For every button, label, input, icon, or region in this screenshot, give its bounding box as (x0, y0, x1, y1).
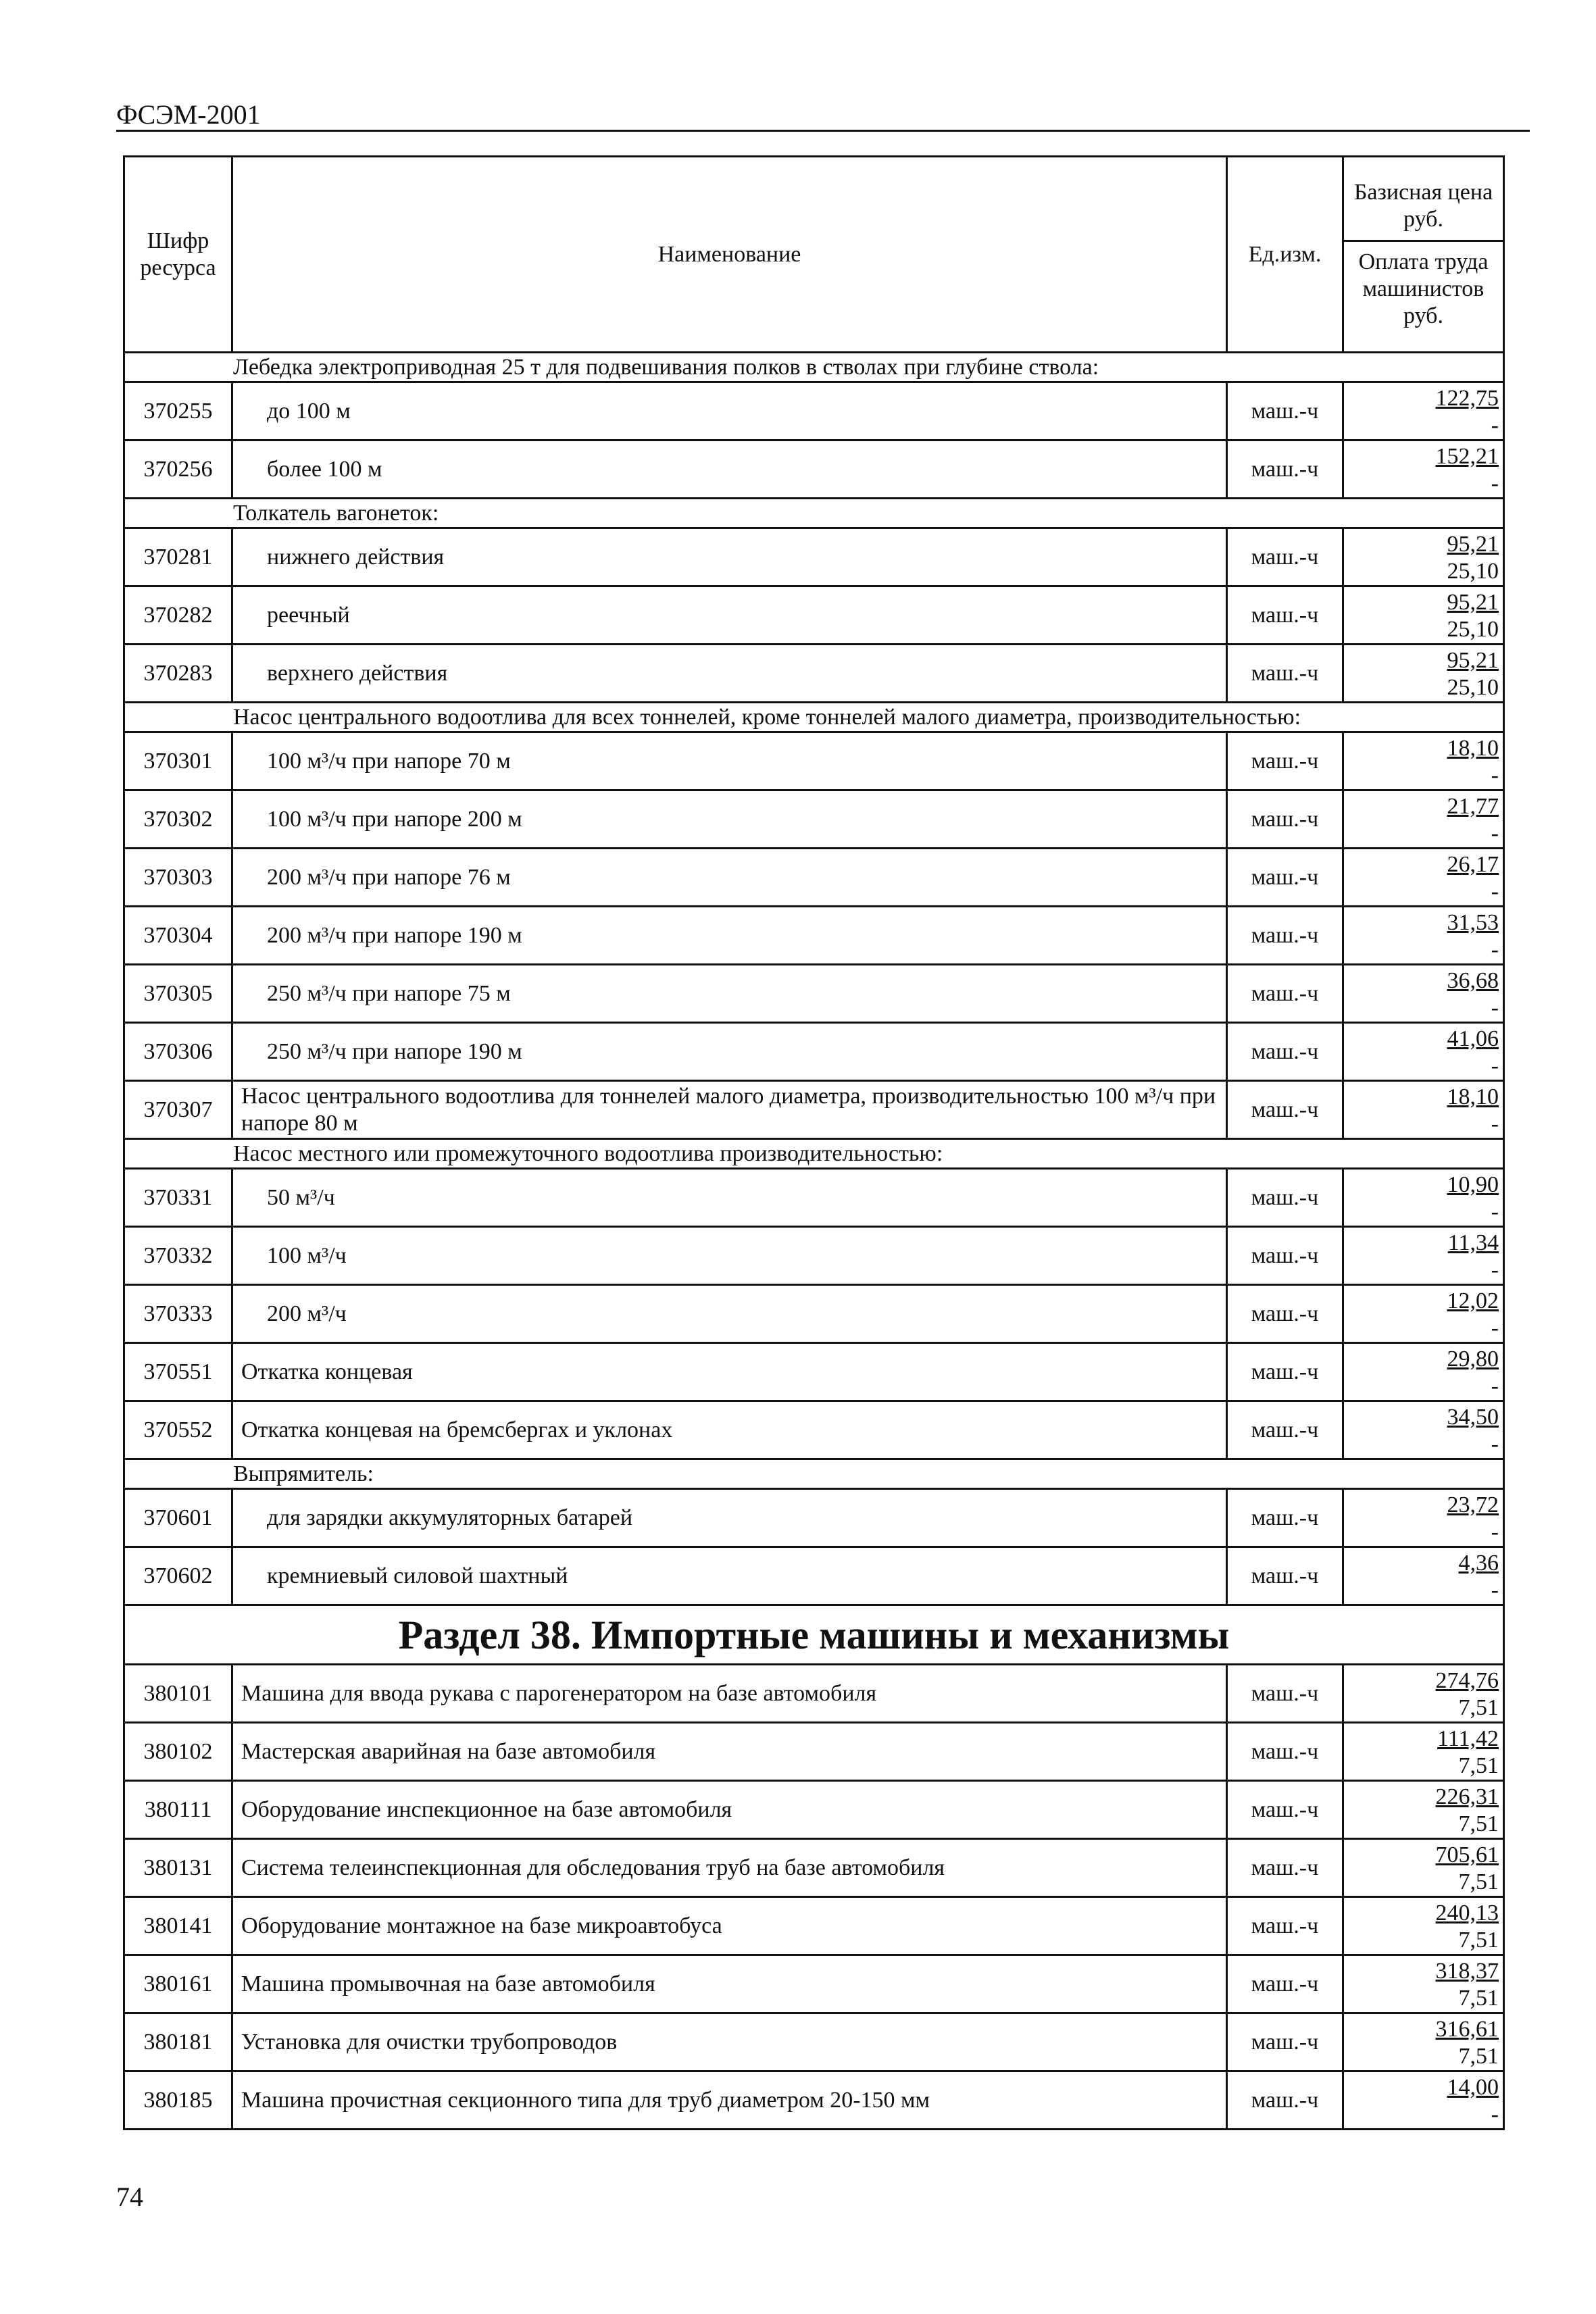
resource-unit: маш.-ч (1227, 1169, 1343, 1227)
resource-name: Оборудование инспекционное на базе автомобиля (232, 1781, 1227, 1839)
group-row (124, 499, 1504, 528)
price-cell (1343, 1285, 1504, 1343)
price-cell (1343, 1081, 1504, 1139)
base-price: 23,72 (1447, 1492, 1499, 1517)
resource-unit: маш.-ч (1227, 1343, 1343, 1401)
group-title: Выпрямитель: (124, 1459, 1504, 1489)
price-cell (1343, 2071, 1504, 2130)
operator-wages: 7,51 (1458, 2043, 1499, 2069)
price-cell (1343, 528, 1504, 586)
price-cell (1343, 732, 1504, 790)
price-cell (1343, 1547, 1504, 1605)
price-cell (1343, 1839, 1504, 1897)
operator-wages: - (1491, 470, 1499, 496)
price-cell (1343, 441, 1504, 499)
table-row (124, 586, 1504, 645)
base-price: 41,06 (1447, 1026, 1499, 1051)
group-title: Толкатель вагонеток: (124, 499, 1504, 528)
table-row (124, 732, 1504, 790)
base-price: 705,61 (1435, 1842, 1499, 1867)
base-price: 226,31 (1435, 1784, 1499, 1809)
resource-unit: маш.-ч (1227, 1489, 1343, 1547)
resource-unit: маш.-ч (1227, 1723, 1343, 1781)
table-row (124, 1665, 1504, 1723)
base-price: 274,76 (1435, 1667, 1499, 1693)
resource-name: 250 м³/ч при напоре 75 м (232, 965, 1227, 1023)
resource-code: 370282 (124, 586, 232, 645)
operator-wages: - (1491, 1431, 1499, 1457)
group-title: Лебедка электроприводная 25 т для подвешивания полков в стволах при глубине ствола: (124, 353, 1504, 382)
base-price: 122,75 (1435, 385, 1499, 411)
resource-code: 370281 (124, 528, 232, 586)
base-price: 111,42 (1437, 1726, 1499, 1751)
base-price: 152,21 (1435, 443, 1499, 469)
price-cell (1343, 1023, 1504, 1081)
operator-wages: - (1491, 762, 1499, 788)
group-title: Насос центрального водоотлива для всех тоннелей, кроме тоннелей малого диаметра, производительностью: (124, 703, 1504, 732)
resource-name: 100 м³/ч при напоре 200 м (232, 790, 1227, 849)
resource-name: 200 м³/ч при напоре 190 м (232, 907, 1227, 965)
base-price: 18,10 (1447, 735, 1499, 761)
resource-code: 370283 (124, 645, 232, 703)
price-cell (1343, 1401, 1504, 1459)
base-price: 29,80 (1447, 1346, 1499, 1372)
price-cell (1343, 965, 1504, 1023)
resource-unit: маш.-ч (1227, 1897, 1343, 1955)
table-row (124, 1489, 1504, 1547)
resource-code: 370303 (124, 849, 232, 907)
operator-wages: - (1491, 936, 1499, 962)
resource-unit: маш.-ч (1227, 441, 1343, 499)
resource-name: Откатка концевая (232, 1343, 1227, 1401)
document-code: ФСЭМ-2001 (116, 99, 261, 130)
base-price: 36,68 (1447, 967, 1499, 993)
resource-unit: маш.-ч (1227, 2071, 1343, 2130)
resource-unit: маш.-ч (1227, 907, 1343, 965)
group-row (124, 1459, 1504, 1489)
table-header-row (124, 157, 1504, 353)
resource-code: 370307 (124, 1081, 232, 1139)
base-price: 34,50 (1447, 1404, 1499, 1430)
page-header (116, 101, 1530, 132)
resource-name: 250 м³/ч при напоре 190 м (232, 1023, 1227, 1081)
price-cell (1343, 645, 1504, 703)
table-row (124, 2071, 1504, 2130)
resource-name: Откатка концевая на бремсбергах и уклонах (232, 1401, 1227, 1459)
resource-code: 370552 (124, 1401, 232, 1459)
resource-name: Машина прочистная секционного типа для труб диаметром 20-150 мм (232, 2071, 1227, 2130)
operator-wages: - (1491, 820, 1499, 846)
column-header-code: Шифр ресурса (124, 157, 232, 353)
operator-wages: - (1491, 1315, 1499, 1340)
price-cell (1343, 2013, 1504, 2071)
price-cell (1343, 1343, 1504, 1401)
resource-unit: маш.-ч (1227, 645, 1343, 703)
resource-unit: маш.-ч (1227, 1839, 1343, 1897)
table-row (124, 790, 1504, 849)
base-price: 95,21 (1447, 531, 1499, 557)
operator-wages: - (1491, 878, 1499, 904)
base-price: 318,37 (1435, 1958, 1499, 1984)
resource-unit: маш.-ч (1227, 1023, 1343, 1081)
resource-code: 370256 (124, 441, 232, 499)
price-cell (1343, 1489, 1504, 1547)
base-price: 11,34 (1447, 1230, 1499, 1255)
operator-wages: 7,51 (1458, 1694, 1499, 1720)
resource-code: 370305 (124, 965, 232, 1023)
table-row (124, 2013, 1504, 2071)
price-cell (1343, 1781, 1504, 1839)
base-price: 14,00 (1447, 2074, 1499, 2100)
price-cell (1343, 1227, 1504, 1285)
table-row (124, 441, 1504, 499)
resource-code: 380141 (124, 1897, 232, 1955)
base-price: 31,53 (1447, 909, 1499, 935)
resource-name: более 100 м (232, 441, 1227, 499)
operator-wages: - (1491, 1257, 1499, 1282)
resource-name: кремниевый силовой шахтный (232, 1547, 1227, 1605)
table-row (124, 1023, 1504, 1081)
resource-unit: маш.-ч (1227, 2013, 1343, 2071)
resource-name: Машина промывочная на базе автомобиля (232, 1955, 1227, 2013)
operator-wages: 25,10 (1447, 674, 1499, 700)
resource-code: 370255 (124, 382, 232, 441)
operator-wages: - (1491, 1577, 1499, 1603)
resource-code: 380161 (124, 1955, 232, 2013)
resource-unit: маш.-ч (1227, 1285, 1343, 1343)
resource-unit: маш.-ч (1227, 1227, 1343, 1285)
section-title: Раздел 38. Импортные машины и механизмы (124, 1605, 1504, 1665)
resource-unit: маш.-ч (1227, 732, 1343, 790)
operator-wages: - (1491, 1199, 1499, 1224)
resource-code: 370302 (124, 790, 232, 849)
resource-code: 380181 (124, 2013, 232, 2071)
table-row (124, 1227, 1504, 1285)
table-row (124, 645, 1504, 703)
resource-name: верхнего действия (232, 645, 1227, 703)
operator-wages: - (1491, 2101, 1499, 2127)
resource-code: 380185 (124, 2071, 232, 2130)
price-cell (1343, 790, 1504, 849)
base-price: 316,61 (1435, 2016, 1499, 2042)
price-cell (1343, 382, 1504, 441)
operator-wages: 7,51 (1458, 1811, 1499, 1836)
operator-wages: 25,10 (1447, 616, 1499, 642)
table-row (124, 965, 1504, 1023)
price-cell (1343, 1897, 1504, 1955)
resource-unit: маш.-ч (1227, 1081, 1343, 1139)
base-price: 95,21 (1447, 647, 1499, 673)
resource-unit: маш.-ч (1227, 382, 1343, 441)
resource-unit: маш.-ч (1227, 1401, 1343, 1459)
base-price: 4,36 (1458, 1550, 1499, 1576)
resource-name: Мастерская аварийная на базе автомобиля (232, 1723, 1227, 1781)
resource-code: 370304 (124, 907, 232, 965)
price-cell (1343, 849, 1504, 907)
resource-name: Машина для ввода рукава с парогенератором на базе автомобиля (232, 1665, 1227, 1723)
column-header-base-price: Базисная цена руб. (1344, 172, 1503, 242)
resource-name: до 100 м (232, 382, 1227, 441)
base-price: 12,02 (1447, 1288, 1499, 1313)
operator-wages: 7,51 (1458, 1927, 1499, 1953)
resource-name: 100 м³/ч при напоре 70 м (232, 732, 1227, 790)
resource-name: реечный (232, 586, 1227, 645)
operator-wages: - (1491, 1519, 1499, 1544)
resource-code: 380111 (124, 1781, 232, 1839)
resource-code: 370602 (124, 1547, 232, 1605)
resource-unit: маш.-ч (1227, 790, 1343, 849)
price-cell (1343, 1169, 1504, 1227)
table-row (124, 1955, 1504, 2013)
table-row (124, 1081, 1504, 1139)
operator-wages: - (1491, 995, 1499, 1020)
resource-code: 370306 (124, 1023, 232, 1081)
table-row (124, 1169, 1504, 1227)
resource-code: 370333 (124, 1285, 232, 1343)
price-cell (1343, 586, 1504, 645)
resource-name: 200 м³/ч (232, 1285, 1227, 1343)
table-row (124, 849, 1504, 907)
price-cell (1343, 1955, 1504, 2013)
resource-code: 380131 (124, 1839, 232, 1897)
base-price: 26,17 (1447, 851, 1499, 877)
table-row (124, 1343, 1504, 1401)
table-row (124, 1401, 1504, 1459)
resource-code: 370551 (124, 1343, 232, 1401)
operator-wages: - (1491, 1053, 1499, 1078)
group-row (124, 1139, 1504, 1169)
table-row (124, 382, 1504, 441)
operator-wages: 7,51 (1458, 1753, 1499, 1778)
resource-unit: маш.-ч (1227, 528, 1343, 586)
table-row (124, 907, 1504, 965)
table-row (124, 1723, 1504, 1781)
resource-name: Система телеинспекционная для обследования труб на базе автомобиля (232, 1839, 1227, 1897)
group-title: Насос местного или промежуточного водоотлива производительностью: (124, 1139, 1504, 1169)
operator-wages: 7,51 (1458, 1869, 1499, 1894)
group-row (124, 703, 1504, 732)
resource-code: 370332 (124, 1227, 232, 1285)
resource-code: 370601 (124, 1489, 232, 1547)
table-row (124, 1897, 1504, 1955)
table-row (124, 1285, 1504, 1343)
operator-wages: - (1491, 412, 1499, 438)
table-row (124, 528, 1504, 586)
price-cell (1343, 907, 1504, 965)
resource-unit: маш.-ч (1227, 1781, 1343, 1839)
resource-name: Установка для очистки трубопроводов (232, 2013, 1227, 2071)
base-price: 240,13 (1435, 1900, 1499, 1926)
column-header-operator-wages: Оплата труда машинистов руб. (1358, 249, 1489, 328)
resource-name: 200 м³/ч при напоре 76 м (232, 849, 1227, 907)
resource-name: нижнего действия (232, 528, 1227, 586)
table-row (124, 1839, 1504, 1897)
operator-wages: 25,10 (1447, 558, 1499, 584)
operator-wages: - (1491, 1111, 1499, 1136)
resource-name: Оборудование монтажное на базе микроавтобуса (232, 1897, 1227, 1955)
table-row (124, 1781, 1504, 1839)
page-number: 74 (116, 2182, 143, 2212)
resource-name: 50 м³/ч (232, 1169, 1227, 1227)
base-price: 21,77 (1447, 793, 1499, 819)
resource-unit: маш.-ч (1227, 965, 1343, 1023)
resource-name: 100 м³/ч (232, 1227, 1227, 1285)
operator-wages: 7,51 (1458, 1985, 1499, 2011)
column-header-unit: Ед.изм. (1227, 157, 1343, 353)
column-header-price (1343, 157, 1504, 353)
column-header-name: Наименование (232, 157, 1227, 353)
table-row (124, 1547, 1504, 1605)
resource-table (123, 155, 1505, 2130)
resource-unit: маш.-ч (1227, 586, 1343, 645)
price-cell (1343, 1665, 1504, 1723)
base-price: 10,90 (1447, 1172, 1499, 1197)
base-price: 95,21 (1447, 589, 1499, 615)
resource-unit: маш.-ч (1227, 1955, 1343, 2013)
resource-unit: маш.-ч (1227, 1665, 1343, 1723)
resource-code: 370331 (124, 1169, 232, 1227)
resource-unit: маш.-ч (1227, 849, 1343, 907)
resource-code: 380102 (124, 1723, 232, 1781)
resource-code: 370301 (124, 732, 232, 790)
resource-name: для зарядки аккумуляторных батарей (232, 1489, 1227, 1547)
resource-unit: маш.-ч (1227, 1547, 1343, 1605)
price-cell (1343, 1723, 1504, 1781)
resource-code: 380101 (124, 1665, 232, 1723)
base-price: 18,10 (1447, 1084, 1499, 1109)
operator-wages: - (1491, 1373, 1499, 1399)
section-row (124, 1605, 1504, 1665)
resource-name: Насос центрального водоотлива для тоннелей малого диаметра, производительностью 100 м³/ч при напоре 80 м (232, 1081, 1227, 1139)
group-row (124, 353, 1504, 382)
